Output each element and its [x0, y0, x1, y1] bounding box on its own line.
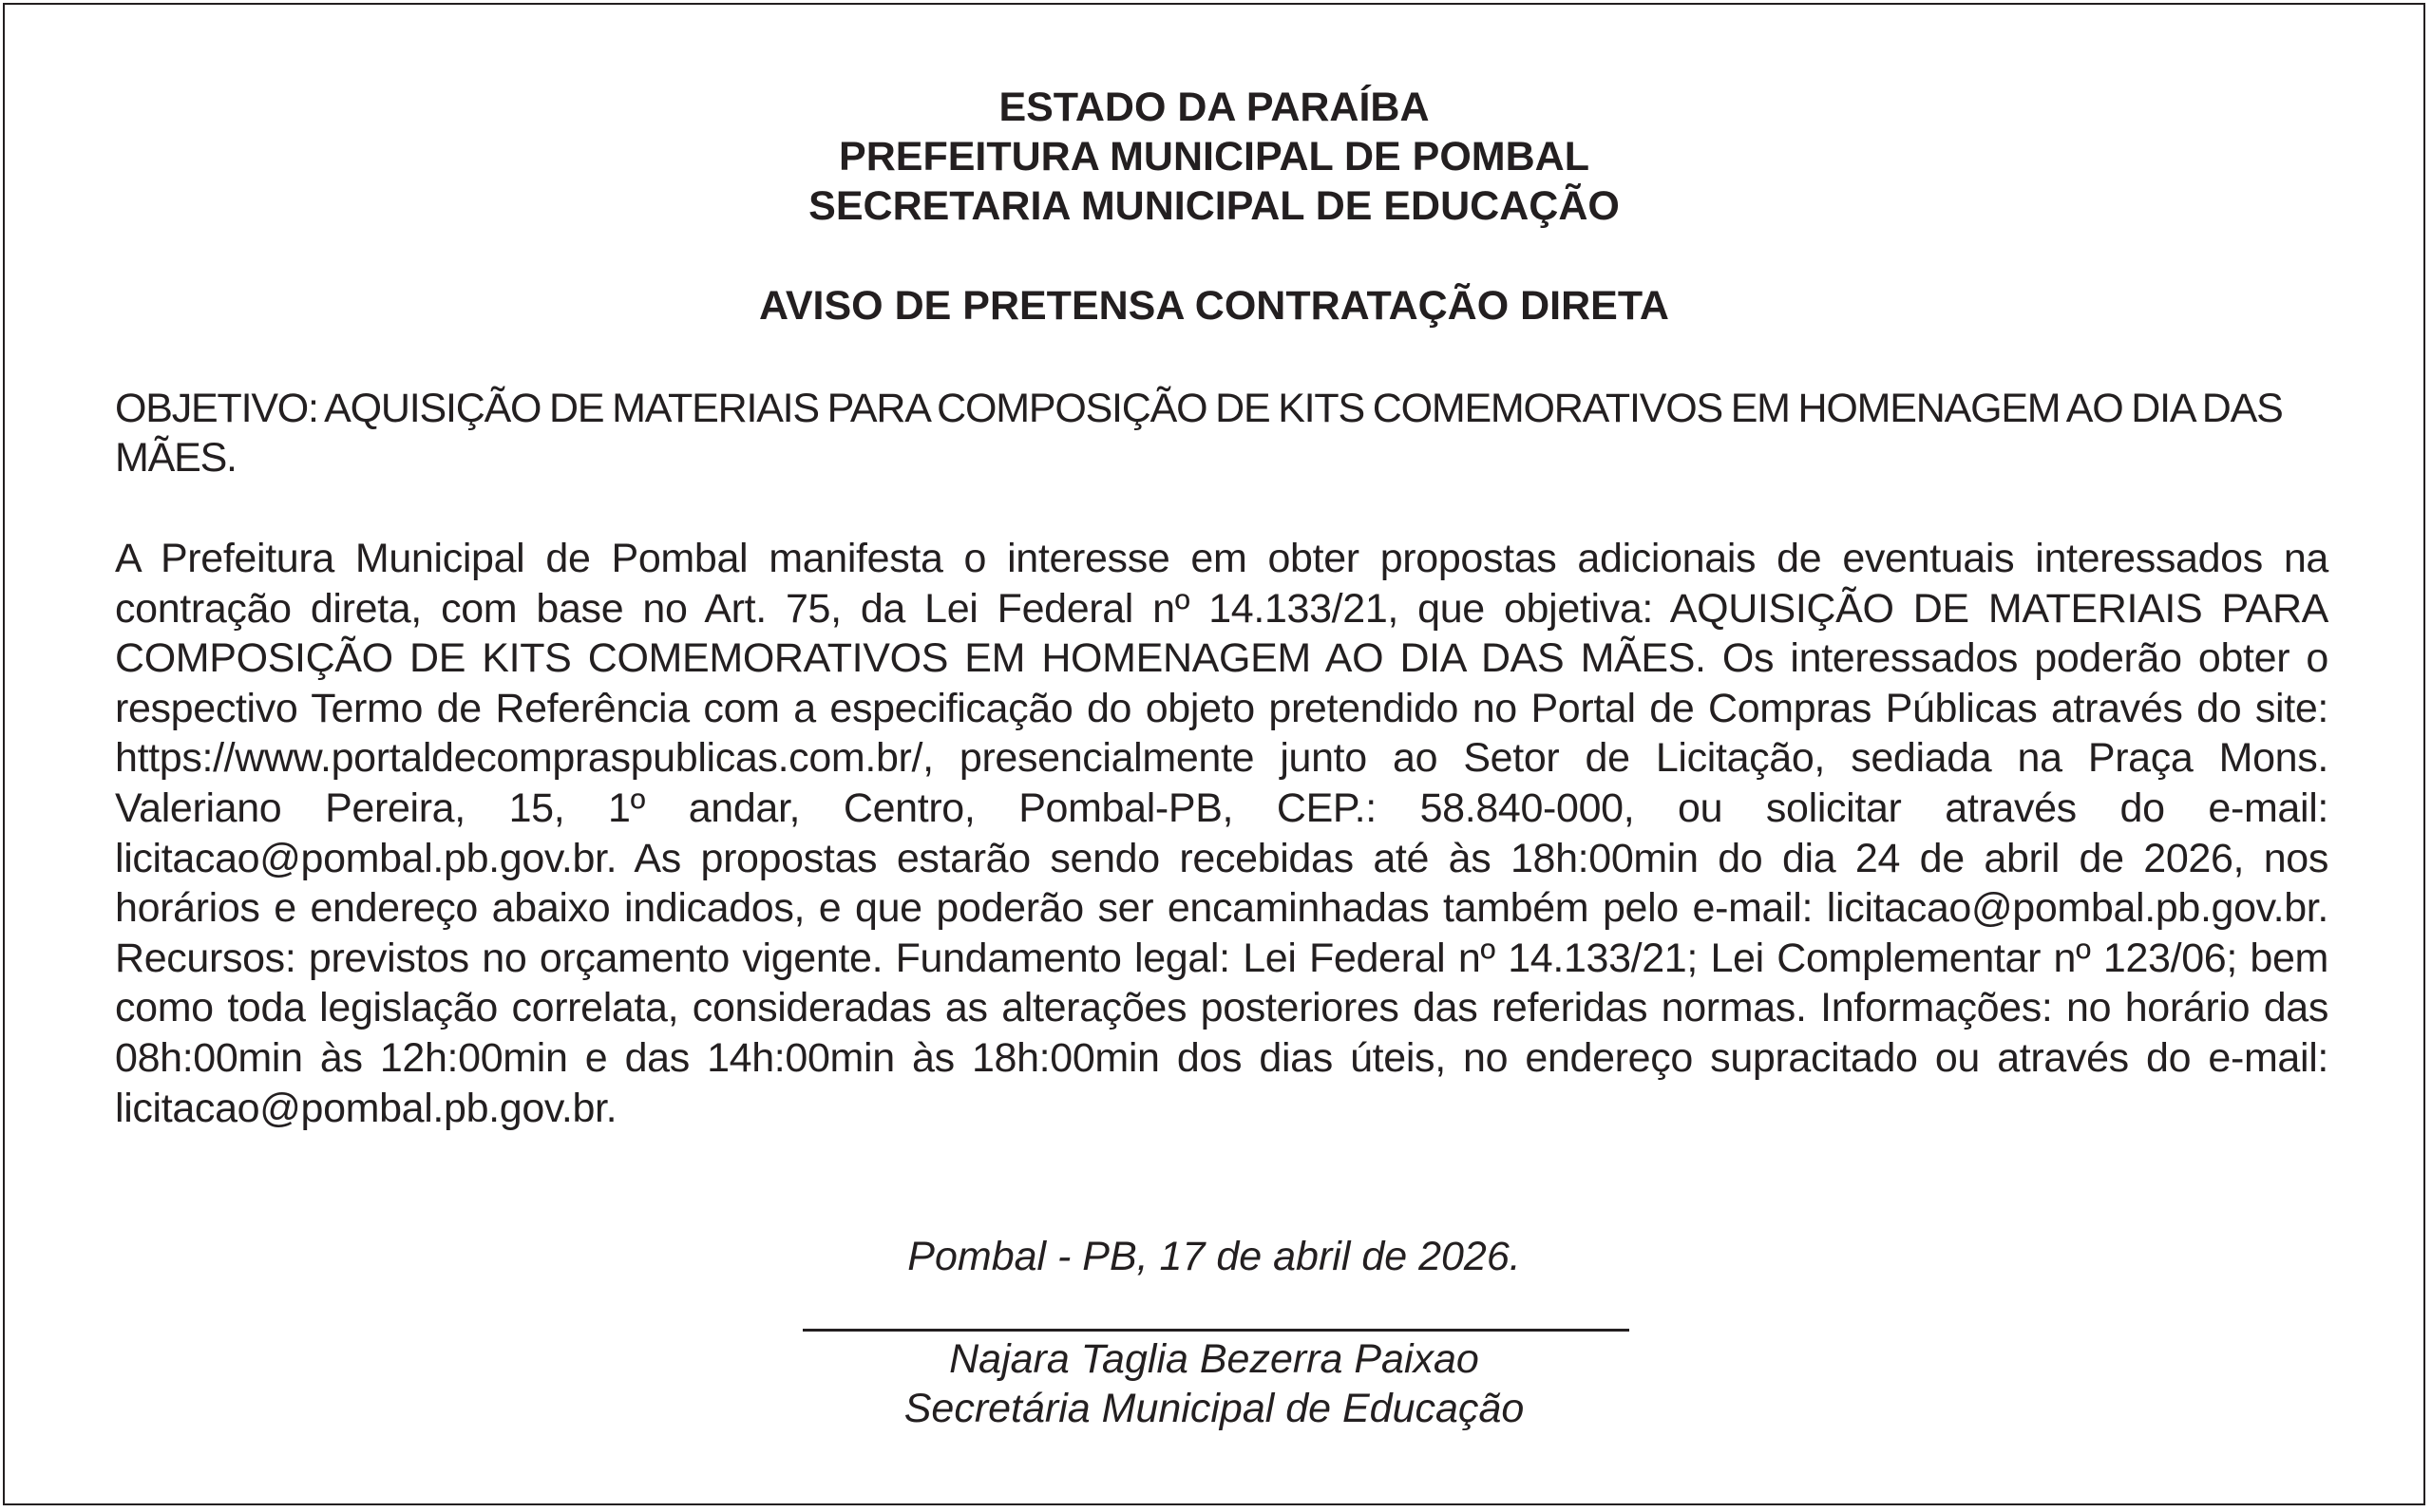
notice-body: A Prefeitura Municipal de Pombal manifesta o interesse em obter propostas adicionais de eventuais interessados na contração direta, com base no Art. 75, da Lei Federal nº 14.133/21, que objetiva: AQUISIÇÃO DE MATERIAIS PARA COMPOSIÇÃO DE KITS COMEMORATIVOS EM HOMENAGEM AO DIA DAS MÃES. Os interessados poderão obter o respectivo Termo de Referência com a especificação do objeto pretendido no Portal de Compras Públicas através do site: https://www.portaldecompraspublicas.com.br/, presencialmente junto ao Setor de Licitação, sediada na Praça Mons. Valeriano Pereira, 15, 1º andar, Centro, Pombal-PB, CEP.: 58.840-000, ou solicitar através do e-mail: licitacao@pombal.pb.gov.br. As propostas estarão sendo recebidas até às 18h:00min do dia 24 de abril de 2026, nos horários e endereço abaixo indicados, e que poderão ser encaminhadas também pelo e-mail: licitacao@pombal.pb.gov.br. Recursos: previstos no orçamento vigente. Fundamento legal: Lei Federal nº 14.133/21; Lei Complementar nº 123/06; bem como toda legislação correlata, consideradas as alterações posteriores das referidas normas. Informações: no horário das 08h:00min às 12h:00min e das 14h:00min às 18h:00min dos dias úteis, no endereço supracitado ou através do e-mail: licitacao@pombal.pb.gov.br.: [115, 536, 2328, 1131]
public-notice: [3, 3, 2425, 1505]
signer-name: Najara Taglia Bezerra Paixao: [949, 1336, 1479, 1382]
header-state: ESTADO DA PARAÍBA: [998, 85, 1430, 130]
notice-objective: OBJETIVO: AQUISIÇÃO DE MATERIAIS PARA COMPOSIÇÃO DE KITS COMEMORATIVOS EM HOMENAGEM AO DIA DAS MÃES.: [115, 386, 2283, 481]
signer-role: Secretária Municipal de Educação: [903, 1386, 1525, 1431]
place-and-date: Pombal - PB, 17 de abril de 2026.: [907, 1234, 1521, 1279]
header-secretariat: SECRETARIA MUNICIPAL DE EDUCAÇÃO: [808, 183, 1620, 229]
signer-block: [5, 1334, 2423, 1433]
signature-line: [803, 1329, 1629, 1332]
notice-title: AVISO DE PRETENSA CONTRATAÇÃO DIRETA: [759, 283, 1669, 329]
header-city-hall: PREFEITURA MUNICIPAL DE POMBAL: [839, 134, 1589, 180]
notice-header: [5, 83, 2423, 231]
